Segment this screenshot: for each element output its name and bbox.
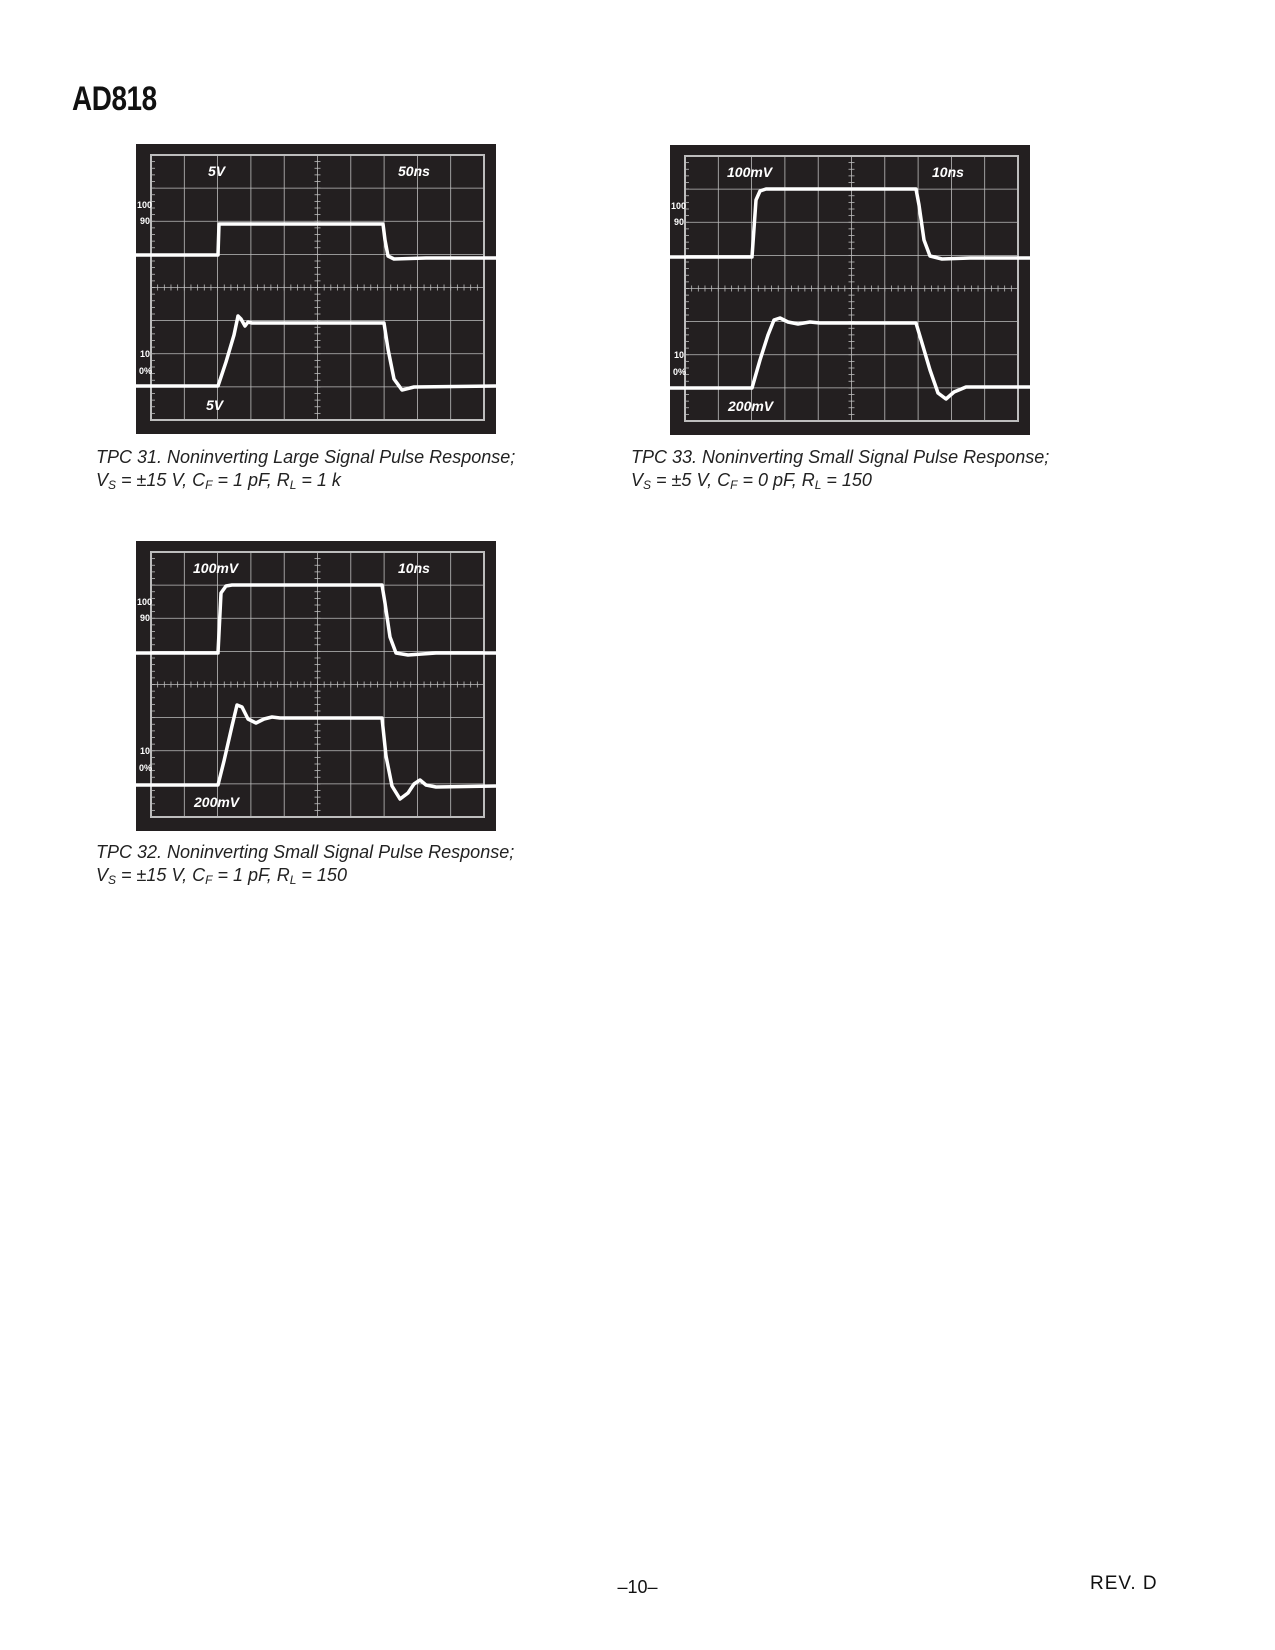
ref-label-0: 0% [139,763,153,773]
figure-caption [631,446,1049,492]
figure-caption [96,446,515,492]
figure-caption [96,841,514,887]
ref-label-90: 90 [140,613,151,623]
oscilloscope-screen [136,144,496,434]
ref-label-10: 10 [674,350,685,360]
caption-conditions: $V_S = \pm 15$ V, $C_F = 1$ pF, $R_L = 150$ [96,865,347,887]
oscilloscope-grid-tpc32 [136,541,496,831]
time-scale-label: 50ns [398,163,430,179]
caption-title: TPC 32. Noninverting Small Signal Pulse Response; [96,842,515,862]
ref-label-90: 90 [140,216,151,226]
ref-label-100: 100 [137,597,153,607]
oscilloscope-grid-tpc31 [136,144,496,434]
oscilloscope-screen [670,145,1030,435]
document-title: AD818 [72,80,157,118]
ref-label-100: 100 [671,201,687,211]
ref-label-10: 10 [140,746,151,756]
output-trace [670,318,1030,399]
top-scale-label: 100mV [727,164,773,180]
ref-label-100: 100 [137,200,153,210]
top-scale-label: 100mV [193,560,239,576]
oscilloscope-screen [136,541,496,831]
caption-conditions: $V_S = \pm 5$ V, $C_F = 0$ pF, $R_L = 150$ [631,470,872,492]
ref-label-0: 0% [673,367,687,377]
output-trace [136,705,496,799]
time-scale-label: 10ns [398,560,430,576]
caption-conditions: $V_S = \pm 15$ V, $C_F = 1$ pF, $R_L = 1$ k [96,470,341,492]
caption-title: TPC 33. Noninverting Small Signal Pulse Response; [631,447,1050,467]
ref-label-0: 0% [139,366,153,376]
bottom-scale-label: 200mV [194,794,240,810]
top-scale-label: 5V [208,163,226,179]
page-number: –10– [617,1577,658,1597]
revision-label: REV. D [1090,1573,1158,1594]
time-scale-label: 10ns [932,164,964,180]
ref-label-10: 10 [140,349,151,359]
caption-title: TPC 31. Noninverting Large Signal Pulse Response; [96,447,516,467]
bottom-scale-label: 200mV [728,398,774,414]
bottom-scale-label: 5V [206,397,224,413]
ref-label-90: 90 [674,217,685,227]
oscilloscope-grid-tpc33 [670,145,1030,435]
